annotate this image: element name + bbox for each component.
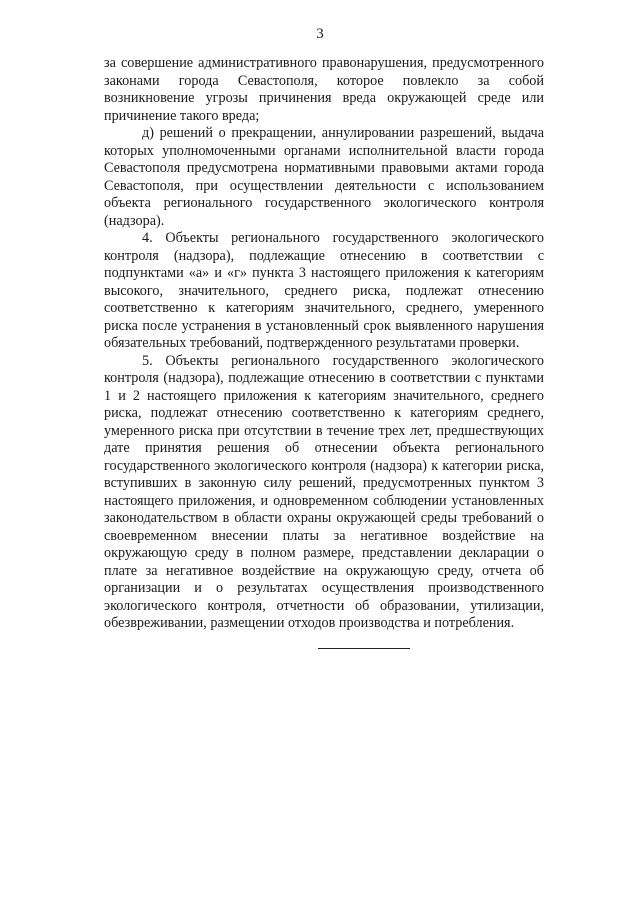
- document-body: [104, 55, 544, 633]
- paragraph-continuation: за совершение административного правонарушения, предусмотренного законами города Севастополя, которое повлекло за собой возникновение угрозы причинения вреда окружающей среде или причинение такого вреда;: [104, 55, 544, 124]
- closing-separator-line: [318, 648, 410, 649]
- paragraph-clause-4: 4. Объекты регионального государственного экологического контроля (надзора), подлежащие отнесению в соответствии с подпунктами «а» и «г» пункта 3 настоящего приложения к категориям высокого, значительного, среднего риска, подлежат отнесению соответственно к категориям значительного, среднего, умеренного риска после устранения в установленный срок выявленного нарушения обязательных требований, подтвержденного результатами проверки.: [104, 230, 544, 351]
- page-number: 3: [316, 26, 324, 42]
- paragraph-clause-5: 5. Объекты регионального государственного экологического контроля (надзора), подлежащие отнесению в соответствии с пунктами 1 и 2 настоящего приложения к категориям значительного, среднего риска, подлежат отнесению соответственно к категориям среднего, умеренного риска при отсутствии в течение трех лет, предшествующих дате принятия решения об отнесении объекта регионального государственного экологического контроля (надзора) к категории риска, вступивших в законную силу решений, предусмотренных пунктом 3 настоящего приложения, и одновременном соблюдении установленных законодательством в области охраны окружающей среды требований о своевременном внесении платы за негативное воздействие на окружающую среду в полном размере, представлении декларации о плате за негативное воздействие на окружающую среду, отчета об организации и о результатах осуществления производственного экологического контроля, отчетности об образовании, утилизации, обезвреживании, размещении отходов производства и потребления.: [104, 352, 544, 631]
- paragraph-item-d: д) решений о прекращении, аннулировании разрешений, выдача которых уполномоченными органами исполнительной власти города Севастополя предусмотрена нормативными правовыми актами города Севастополя, при осуществлении деятельности с использованием объекта регионального государственного экологического контроля (надзора).: [104, 125, 544, 229]
